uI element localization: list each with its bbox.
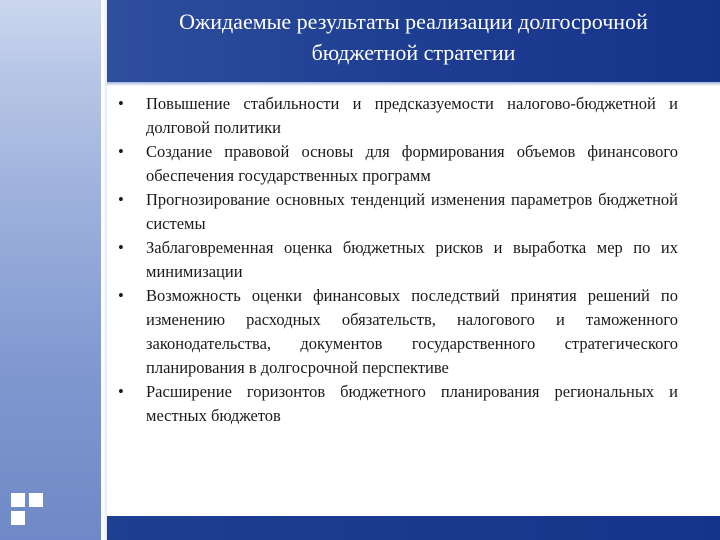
logo-square: [29, 493, 43, 507]
slide-title-line-2: бюджетной стратегии: [311, 40, 516, 65]
list-item-text: Прогнозирование основных тенденций изменения параметров бюджетной системы: [146, 190, 678, 233]
logo-square: [11, 511, 25, 525]
list-item-text: Создание правовой основы для формирования объемов финансового обеспечения государственных программ: [146, 142, 678, 185]
bottom-bar: [107, 516, 720, 540]
bullet-icon: •: [118, 94, 124, 113]
bullet-icon: •: [118, 142, 124, 161]
list-item-text: Заблаговременная оценка бюджетных рисков и выработка мер по их минимизации: [146, 238, 678, 281]
list-item-text: Повышение стабильности и предсказуемости налогово-бюджетной и долговой политики: [146, 94, 678, 137]
squares-logo-icon: [11, 493, 45, 527]
list-item: [118, 284, 678, 380]
left-panel-top-block: [0, 0, 101, 88]
bullet-icon: •: [118, 238, 124, 257]
slide-title: [107, 6, 720, 68]
list-item: [118, 380, 678, 428]
list-item-text: Возможность оценки финансовых последствий принятия решений по изменению расходных обязательств, налогового и таможенного законодательства, документов государственного стратегического планирования в долгосрочной перспективе: [146, 286, 678, 377]
list-item: [118, 188, 678, 236]
logo-square: [11, 493, 25, 507]
list-item: [118, 140, 678, 188]
bullet-icon: •: [118, 190, 124, 209]
list-item-text: Расширение горизонтов бюджетного планирования региональных и местных бюджетов: [146, 382, 678, 425]
title-bar-shadow: [107, 82, 720, 86]
bullet-icon: •: [118, 286, 124, 305]
bullet-icon: •: [118, 382, 124, 401]
results-list: [118, 92, 678, 428]
slide-title-line-1: Ожидаемые результаты реализации долгосрочной: [179, 9, 648, 34]
list-item: [118, 236, 678, 284]
list-item: [118, 92, 678, 140]
